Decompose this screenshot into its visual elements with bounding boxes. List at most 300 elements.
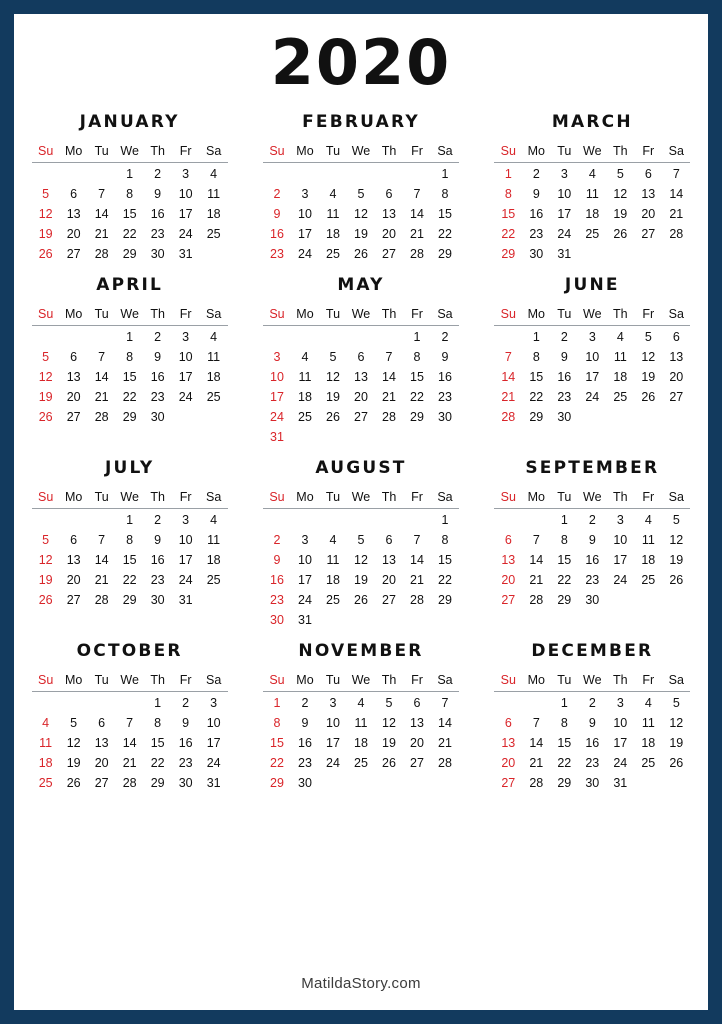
day-cell-empty <box>60 509 88 530</box>
week-row <box>263 386 459 406</box>
day-cell: 22 <box>122 226 137 241</box>
day-cell: 28 <box>669 226 684 241</box>
day-cell: 11 <box>207 532 221 547</box>
day-cell: 24 <box>298 246 312 261</box>
weekday-header-row <box>32 671 228 692</box>
day-cell: 16 <box>270 226 284 241</box>
day-cell: 2 <box>588 695 596 710</box>
weekday-header: Mo <box>522 142 550 163</box>
week-row <box>32 243 228 263</box>
day-cell: 12 <box>326 369 340 384</box>
day-cell: 26 <box>669 755 684 770</box>
week-row <box>263 712 459 732</box>
day-cell: 10 <box>298 206 312 221</box>
weekday-header-row <box>32 488 228 509</box>
week-row <box>32 772 228 792</box>
day-cell-empty <box>347 326 375 347</box>
day-cell: 19 <box>326 389 340 404</box>
weekday-header: Fr <box>634 142 662 163</box>
day-cell: 3 <box>616 695 624 710</box>
day-cell-empty <box>662 406 690 426</box>
day-cell-empty <box>347 163 375 184</box>
day-cell: 14 <box>382 369 396 384</box>
month-name: JULY <box>104 458 155 478</box>
day-cell: 17 <box>585 369 600 384</box>
weekday-header: Fr <box>172 488 200 509</box>
day-cell: 11 <box>641 532 655 547</box>
day-cell: 21 <box>410 226 424 241</box>
week-row <box>494 326 690 347</box>
day-cell: 17 <box>178 369 193 384</box>
day-cell-empty <box>375 163 403 184</box>
month-name: MAY <box>337 275 385 295</box>
weekday-header: Sa <box>431 142 459 163</box>
weekday-header: Mo <box>291 671 319 692</box>
day-cell: 20 <box>501 572 516 587</box>
week-row <box>494 406 690 426</box>
weekday-header: Fr <box>634 671 662 692</box>
day-cell: 23 <box>438 389 452 404</box>
day-cell: 25 <box>641 572 656 587</box>
day-cell: 1 <box>441 512 449 527</box>
weekday-header-row <box>494 671 690 692</box>
day-cell: 25 <box>641 755 656 770</box>
day-cell: 30 <box>585 592 600 607</box>
day-cell: 25 <box>326 246 340 261</box>
day-cell-empty <box>347 772 375 792</box>
weekday-header: We <box>116 305 144 326</box>
day-cell: 8 <box>413 349 421 364</box>
month-name: AUGUST <box>315 458 407 478</box>
day-cell: 18 <box>613 369 628 384</box>
day-cell-empty <box>375 326 403 347</box>
day-cell: 7 <box>98 532 106 547</box>
day-cell: 3 <box>560 166 568 181</box>
week-row <box>494 366 690 386</box>
day-cell: 16 <box>298 735 312 750</box>
day-cell: 20 <box>94 755 109 770</box>
weekday-header: Su <box>263 142 291 163</box>
day-cell: 7 <box>385 349 393 364</box>
week-row <box>32 366 228 386</box>
day-cell: 28 <box>94 409 109 424</box>
week-row <box>32 732 228 752</box>
week-row <box>494 772 690 792</box>
day-cell: 13 <box>410 715 424 730</box>
day-cell: 28 <box>529 592 544 607</box>
day-cell: 21 <box>382 389 396 404</box>
day-cell: 12 <box>669 715 684 730</box>
day-cell: 6 <box>70 186 78 201</box>
day-cell: 9 <box>588 532 596 547</box>
day-cell-empty <box>200 589 228 609</box>
weekday-header: Mo <box>522 305 550 326</box>
day-cell: 4 <box>301 349 309 364</box>
weekday-header: Su <box>263 671 291 692</box>
day-cell-empty <box>319 509 347 530</box>
weekday-header-row <box>494 488 690 509</box>
day-cell: 16 <box>529 206 544 221</box>
day-cell: 28 <box>122 775 137 790</box>
day-cell: 15 <box>557 735 572 750</box>
day-cell: 23 <box>298 755 312 770</box>
weekday-header: Mo <box>291 305 319 326</box>
day-cell: 5 <box>70 715 78 730</box>
day-cell: 6 <box>357 349 365 364</box>
day-cell: 18 <box>585 206 600 221</box>
day-cell-empty <box>60 326 88 347</box>
day-cell: 30 <box>438 409 452 424</box>
day-cell: 7 <box>98 349 106 364</box>
day-cell: 26 <box>38 592 53 607</box>
month-name: OCTOBER <box>76 641 183 661</box>
day-cell: 2 <box>154 329 162 344</box>
weekday-header: Fr <box>172 671 200 692</box>
day-cell: 25 <box>38 775 53 790</box>
day-cell-empty <box>431 772 459 792</box>
day-cell: 25 <box>326 592 340 607</box>
week-row <box>32 712 228 732</box>
day-cell-empty <box>32 692 60 713</box>
week-row <box>263 163 459 184</box>
day-cell: 26 <box>382 755 396 770</box>
day-cell-empty <box>375 509 403 530</box>
day-cell: 17 <box>178 206 193 221</box>
day-cell: 25 <box>206 572 221 587</box>
day-cell: 21 <box>410 572 424 587</box>
day-cell: 15 <box>410 369 424 384</box>
weekday-header: Tu <box>319 488 347 509</box>
weekday-header: We <box>578 142 606 163</box>
day-cell: 3 <box>616 512 624 527</box>
day-cell-empty <box>403 772 431 792</box>
day-cell: 19 <box>613 206 628 221</box>
week-row <box>263 509 459 530</box>
day-cell: 15 <box>438 552 452 567</box>
day-cell: 22 <box>122 572 137 587</box>
day-cell-empty <box>291 426 319 446</box>
day-cell: 31 <box>178 592 193 607</box>
day-cell: 2 <box>301 695 309 710</box>
day-cell: 22 <box>557 755 572 770</box>
day-cell: 16 <box>438 369 452 384</box>
day-cell: 7 <box>504 349 512 364</box>
day-cell: 8 <box>532 349 540 364</box>
day-cell: 9 <box>273 206 281 221</box>
day-cell: 6 <box>98 715 106 730</box>
day-cell: 21 <box>94 226 109 241</box>
day-cell: 3 <box>273 349 281 364</box>
month-table <box>494 671 690 792</box>
day-cell: 18 <box>641 552 656 567</box>
day-cell: 12 <box>38 369 53 384</box>
day-cell: 24 <box>557 226 572 241</box>
day-cell-empty <box>32 326 60 347</box>
day-cell: 4 <box>329 186 337 201</box>
weekday-header: Th <box>375 488 403 509</box>
day-cell: 28 <box>410 246 424 261</box>
weekday-header: Fr <box>403 488 431 509</box>
day-cell: 28 <box>94 246 109 261</box>
day-cell-empty <box>634 772 662 792</box>
day-cell: 10 <box>178 532 193 547</box>
day-cell: 21 <box>122 755 137 770</box>
day-cell: 25 <box>354 755 368 770</box>
day-cell: 9 <box>441 349 449 364</box>
day-cell: 11 <box>326 552 340 567</box>
month-name: MARCH <box>551 112 633 132</box>
day-cell: 30 <box>150 592 165 607</box>
day-cell: 18 <box>206 206 221 221</box>
day-cell: 1 <box>413 329 421 344</box>
day-cell: 15 <box>122 552 137 567</box>
weekday-header: Sa <box>200 142 228 163</box>
day-cell: 15 <box>122 369 137 384</box>
month-block <box>14 112 245 269</box>
weekday-header: Sa <box>662 488 690 509</box>
week-row <box>494 712 690 732</box>
weekday-header: We <box>347 488 375 509</box>
week-row <box>494 569 690 589</box>
day-cell: 29 <box>438 592 452 607</box>
week-row <box>263 732 459 752</box>
weekday-header: Tu <box>319 671 347 692</box>
day-cell: 7 <box>532 532 540 547</box>
weekday-header: Fr <box>634 488 662 509</box>
weekday-header: Tu <box>88 305 116 326</box>
day-cell: 29 <box>410 409 424 424</box>
day-cell: 10 <box>613 715 628 730</box>
day-cell: 5 <box>672 695 680 710</box>
day-cell: 31 <box>298 612 312 627</box>
day-cell: 11 <box>298 369 312 384</box>
month-table <box>263 305 459 446</box>
day-cell: 4 <box>357 695 365 710</box>
weekday-header: Fr <box>634 305 662 326</box>
weekday-header: Th <box>606 305 634 326</box>
weekday-header: Th <box>375 142 403 163</box>
day-cell: 5 <box>644 329 652 344</box>
day-cell: 14 <box>529 552 544 567</box>
day-cell: 13 <box>501 552 516 567</box>
week-row <box>494 549 690 569</box>
day-cell: 29 <box>122 409 137 424</box>
week-row <box>263 326 459 347</box>
day-cell-empty <box>606 243 634 263</box>
day-cell: 2 <box>560 329 568 344</box>
day-cell-empty <box>347 426 375 446</box>
day-cell: 26 <box>326 409 340 424</box>
day-cell-empty <box>494 692 522 713</box>
day-cell: 4 <box>210 329 218 344</box>
day-cell: 20 <box>410 735 424 750</box>
day-cell: 29 <box>557 775 572 790</box>
week-row <box>32 406 228 426</box>
day-cell: 8 <box>126 186 134 201</box>
day-cell: 12 <box>641 349 656 364</box>
day-cell: 19 <box>382 735 396 750</box>
day-cell: 29 <box>438 246 452 261</box>
day-cell: 26 <box>669 572 684 587</box>
day-cell: 25 <box>298 409 312 424</box>
weekday-header: Th <box>606 142 634 163</box>
day-cell: 19 <box>38 389 53 404</box>
day-cell: 27 <box>382 592 396 607</box>
day-cell: 22 <box>438 226 452 241</box>
day-cell-empty <box>172 406 200 426</box>
day-cell: 2 <box>273 186 281 201</box>
day-cell-empty <box>263 509 291 530</box>
month-block <box>245 112 476 269</box>
weekday-header-row <box>32 142 228 163</box>
day-cell: 10 <box>613 532 628 547</box>
months-grid <box>14 112 708 798</box>
weekday-header: Fr <box>403 671 431 692</box>
day-cell: 26 <box>38 246 53 261</box>
day-cell: 30 <box>298 775 312 790</box>
day-cell: 16 <box>150 552 165 567</box>
day-cell: 29 <box>122 246 137 261</box>
day-cell: 27 <box>669 389 684 404</box>
day-cell: 24 <box>270 409 284 424</box>
day-cell: 7 <box>126 715 134 730</box>
day-cell: 21 <box>501 389 516 404</box>
day-cell: 23 <box>178 755 193 770</box>
weekday-header: We <box>578 305 606 326</box>
day-cell: 10 <box>178 186 193 201</box>
day-cell: 11 <box>613 349 627 364</box>
weekday-header-row <box>263 488 459 509</box>
day-cell: 29 <box>501 246 516 261</box>
day-cell: 17 <box>206 735 221 750</box>
weekday-header: Tu <box>550 671 578 692</box>
day-cell: 29 <box>122 592 137 607</box>
day-cell: 15 <box>122 206 137 221</box>
day-cell: 8 <box>441 186 449 201</box>
day-cell: 7 <box>532 715 540 730</box>
day-cell: 28 <box>501 409 516 424</box>
day-cell: 3 <box>182 512 190 527</box>
week-row <box>263 589 459 609</box>
day-cell: 14 <box>94 552 109 567</box>
month-block <box>477 112 708 269</box>
day-cell: 14 <box>529 735 544 750</box>
day-cell: 12 <box>613 186 628 201</box>
week-row <box>263 406 459 426</box>
day-cell: 19 <box>66 755 81 770</box>
day-cell-empty <box>375 772 403 792</box>
day-cell: 22 <box>438 572 452 587</box>
day-cell: 18 <box>354 735 368 750</box>
month-table <box>32 488 228 609</box>
weekday-header: Sa <box>431 305 459 326</box>
day-cell: 16 <box>585 735 600 750</box>
day-cell: 1 <box>126 166 134 181</box>
weekday-header: Sa <box>662 671 690 692</box>
day-cell: 27 <box>501 775 516 790</box>
day-cell: 29 <box>529 409 544 424</box>
day-cell: 27 <box>382 246 396 261</box>
month-block <box>245 641 476 798</box>
weekday-header: Mo <box>60 142 88 163</box>
day-cell: 20 <box>669 369 684 384</box>
day-cell-empty <box>375 609 403 629</box>
weekday-header: Fr <box>172 142 200 163</box>
day-cell: 18 <box>641 735 656 750</box>
page-title: 2020 <box>270 26 452 99</box>
week-row <box>32 386 228 406</box>
week-row <box>494 183 690 203</box>
day-cell: 5 <box>329 349 337 364</box>
day-cell-empty <box>200 243 228 263</box>
day-cell: 28 <box>529 775 544 790</box>
day-cell-empty <box>347 609 375 629</box>
weekday-header: Sa <box>200 671 228 692</box>
week-row <box>494 243 690 263</box>
day-cell: 2 <box>273 532 281 547</box>
day-cell-empty <box>291 163 319 184</box>
weekday-header-row <box>263 671 459 692</box>
weekday-header: We <box>578 671 606 692</box>
day-cell: 4 <box>588 166 596 181</box>
weekday-header-row <box>32 305 228 326</box>
week-row <box>494 589 690 609</box>
month-name: JANUARY <box>79 112 180 132</box>
weekday-header: Su <box>32 142 60 163</box>
day-cell: 4 <box>210 166 218 181</box>
day-cell: 23 <box>529 226 544 241</box>
month-block <box>245 458 476 635</box>
day-cell: 4 <box>42 715 50 730</box>
day-cell: 21 <box>94 572 109 587</box>
day-cell: 9 <box>560 349 568 364</box>
day-cell: 7 <box>413 532 421 547</box>
day-cell-empty <box>578 243 606 263</box>
day-cell: 6 <box>504 532 512 547</box>
day-cell: 5 <box>385 695 393 710</box>
day-cell: 24 <box>585 389 600 404</box>
day-cell-empty <box>403 609 431 629</box>
month-name: DECEMBER <box>531 641 654 661</box>
weekday-header: Su <box>494 305 522 326</box>
weekday-header: Tu <box>550 142 578 163</box>
weekday-header: We <box>116 142 144 163</box>
day-cell: 4 <box>616 329 624 344</box>
day-cell: 6 <box>385 186 393 201</box>
day-cell: 21 <box>94 389 109 404</box>
day-cell: 30 <box>270 612 284 627</box>
weekday-header: Su <box>32 305 60 326</box>
week-row <box>32 569 228 589</box>
day-cell: 22 <box>529 389 544 404</box>
day-cell: 14 <box>410 552 424 567</box>
day-cell: 12 <box>354 552 368 567</box>
day-cell: 30 <box>529 246 544 261</box>
month-table <box>263 142 459 263</box>
week-row <box>494 732 690 752</box>
day-cell: 21 <box>669 206 684 221</box>
weekday-header: We <box>347 671 375 692</box>
weekday-header: Sa <box>662 305 690 326</box>
day-cell: 4 <box>644 512 652 527</box>
day-cell-empty <box>32 509 60 530</box>
day-cell: 14 <box>410 206 424 221</box>
day-cell: 24 <box>178 572 193 587</box>
month-name: NOVEMBER <box>298 641 424 661</box>
day-cell: 8 <box>560 715 568 730</box>
weekday-header: Fr <box>403 305 431 326</box>
day-cell: 22 <box>150 755 165 770</box>
